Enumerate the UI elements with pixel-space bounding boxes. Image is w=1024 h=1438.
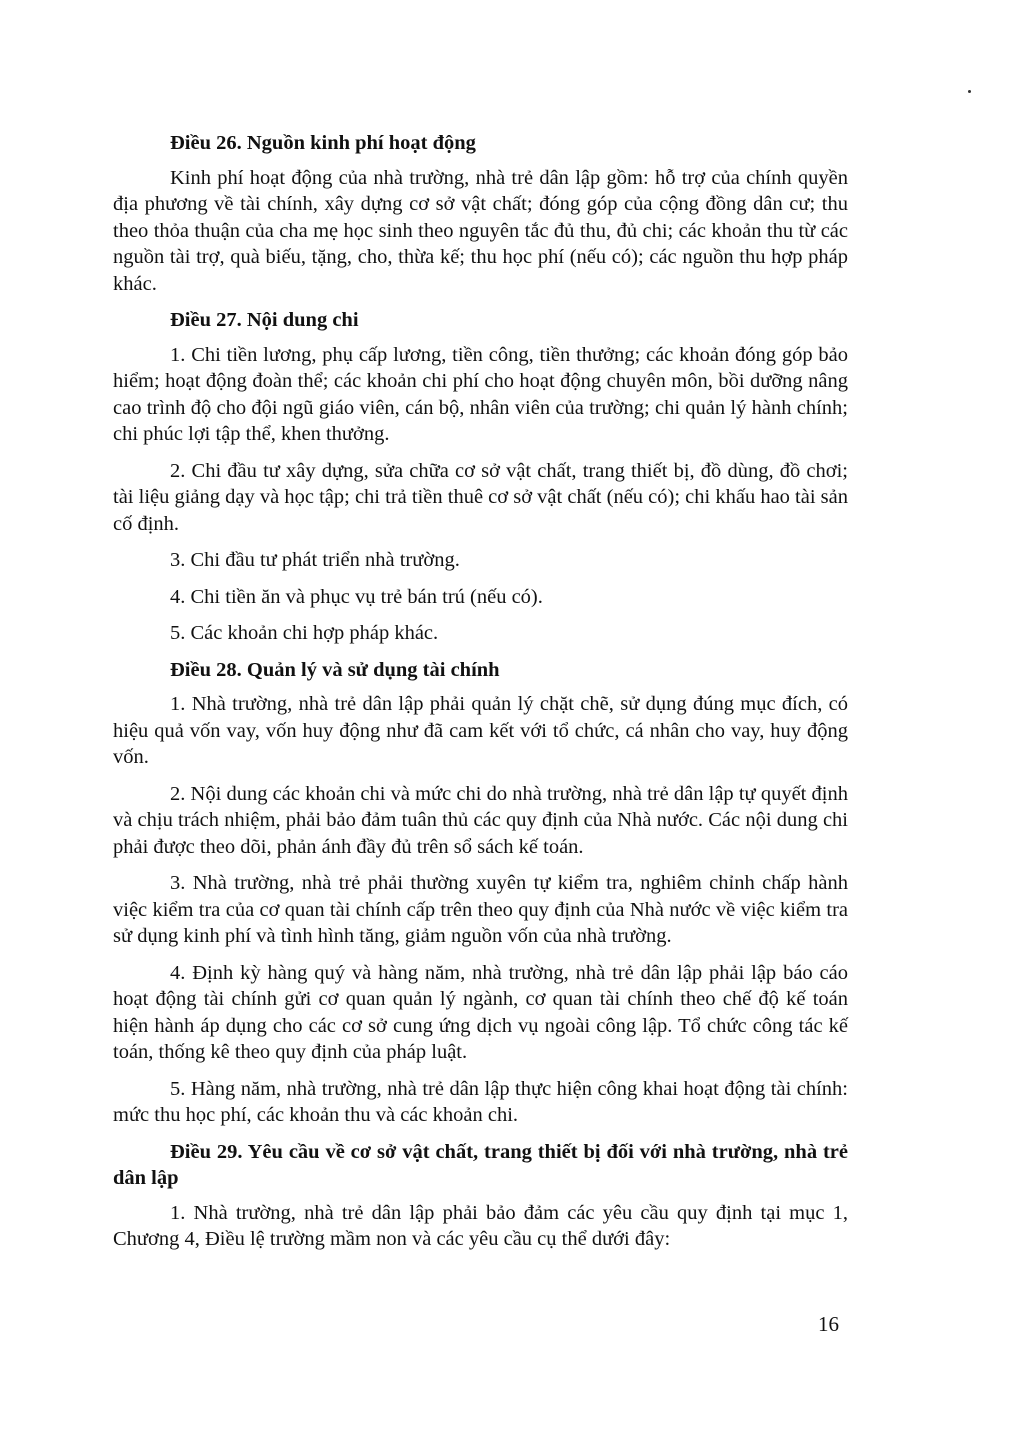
- article-28: [113, 657, 848, 1129]
- article-27: [113, 307, 848, 647]
- article-paragraph: 4. Chi tiền ăn và phục vụ trẻ bán trú (nếu có).: [170, 585, 543, 608]
- article-paragraph: Kinh phí hoạt động của nhà trường, nhà trẻ dân lập gồm: hỗ trợ của chính quyền địa phương về tài chính, xây dựng cơ sở vật chất; đóng góp của cộng đồng dân cư; thu theo thỏa thuận của cha mẹ học sinh theo nguyên tắc đủ thu, đủ chi; các khoản thu từ các nguồn tài trợ, quà biếu, tặng, cho, thừa kế; thu học phí (nếu có); các nguồn thu hợp pháp khác.: [113, 166, 848, 295]
- article-26: [113, 130, 848, 297]
- article-paragraph: 5. Hàng năm, nhà trường, nhà trẻ dân lập thực hiện công khai hoạt động tài chính: mức thu học phí, các khoản thu và các khoản chi.: [113, 1077, 848, 1126]
- page-number: 16: [818, 1312, 839, 1336]
- document-body: [113, 130, 848, 1263]
- article-paragraph: 5. Các khoản chi hợp pháp khác.: [170, 622, 439, 644]
- article-paragraph: 1. Nhà trường, nhà trẻ dân lập phải bảo đảm các yêu cầu quy định tại mục 1, Chương 4, Điều lệ trường mầm non và các yêu cầu cụ thể dưới đây:: [113, 1201, 848, 1250]
- article-paragraph: 3. Nhà trường, nhà trẻ phải thường xuyên tự kiểm tra, nghiêm chỉnh chấp hành việc kiểm tra của cơ quan tài chính cấp trên theo quy định của Nhà nước về việc kiểm tra sử dụng kinh phí và tình hình tăng, giảm nguồn vốn của nhà trường.: [113, 872, 848, 947]
- article-paragraph: 4. Định kỳ hàng quý và hàng năm, nhà trường, nhà trẻ dân lập phải lập báo cáo hoạt động tài chính gửi cơ quan quản lý ngành, cơ quan tài chính theo chế độ kế toán hiện hành áp dụng cho các cơ sở cung ứng dịch vụ ngoài công lập. Tổ chức công tác kế toán, thống kê theo quy định của pháp luật.: [113, 961, 848, 1063]
- article-paragraph: 2. Nội dung các khoản chi và mức chi do nhà trường, nhà trẻ dân lập tự quyết định và chịu trách nhiệm, phải bảo đảm tuân thủ các quy định của Nhà nước. Các nội dung chi phải được theo dõi, phản ánh đầy đủ trên sổ sách kế toán.: [113, 782, 848, 858]
- article-paragraph: 2. Chi đầu tư xây dựng, sửa chữa cơ sở vật chất, trang thiết bị, đồ dùng, đồ chơi; tài liệu giảng dạy và học tập; chi trả tiền thuê cơ sở vật chất (nếu có); chi khấu hao tài sản cố định.: [113, 459, 848, 535]
- article-paragraph: 1. Chi tiền lương, phụ cấp lương, tiền công, tiền thưởng; các khoản đóng góp bảo hiểm; hoạt động đoàn thể; các khoản chi phí cho hoạt động chuyên môn, bồi dưỡng nâng cao trình độ cho đội ngũ giáo viên, cán bộ, nhân viên của trường; chi quản lý hành chính; chi phúc lợi tập thể, khen thưởng.: [113, 343, 848, 445]
- article-paragraph: 3. Chi đầu tư phát triển nhà trường.: [170, 549, 460, 571]
- article-heading: Điều 26. Nguồn kinh phí hoạt động: [170, 132, 476, 154]
- article-heading: Điều 29. Yêu cầu về cơ sở vật chất, trang thiết bị đối với nhà trường, nhà trẻ dân lập: [113, 1140, 848, 1189]
- article-paragraph: 1. Nhà trường, nhà trẻ dân lập phải quản lý chặt chẽ, sử dụng đúng mục đích, có hiệu quả vốn vay, vốn huy động như đã cam kết với tổ chức, cá nhân cho vay, huy động vốn.: [113, 693, 848, 768]
- article-heading: Điều 27. Nội dung chi: [170, 309, 359, 331]
- article-heading: Điều 28. Quản lý và sử dụng tài chính: [170, 658, 500, 681]
- scan-speck: [968, 90, 971, 93]
- article-29: [113, 1139, 848, 1253]
